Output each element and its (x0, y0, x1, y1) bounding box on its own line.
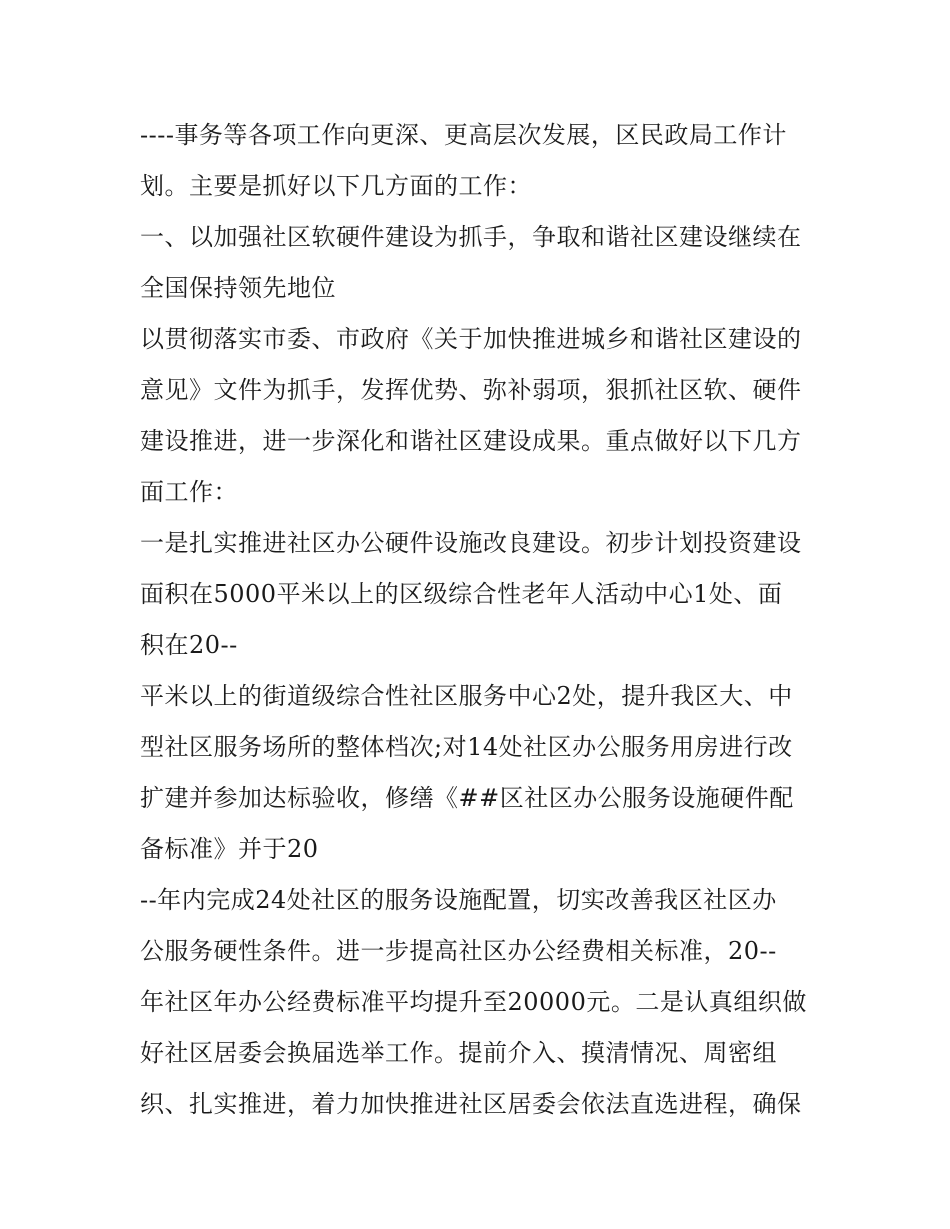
document-body (140, 110, 830, 1130)
text-line-8: 面工作： (140, 478, 238, 506)
text-line-1: ----事务等各项工作向更深、更高层次发展，区民政局工作计 (140, 121, 787, 149)
text-line-12: 平米以上的街道级综合性社区服务中心2处，提升我区大、中 (140, 682, 793, 710)
text-line-16: --年内完成24处社区的服务设施配置，切实改善我区社区办 (140, 886, 777, 914)
text-line-2: 划。主要是抓好以下几方面的工作： (140, 172, 532, 200)
text-line-3: 一、以加强社区软硬件建设为抓手，争取和谐社区建设继续在 (140, 223, 802, 251)
text-line-5: 以贯彻落实市委、市政府《关于加快推进城乡和谐社区建设的 (140, 325, 802, 353)
text-line-9: 一是扎实推进社区办公硬件设施改良建设。初步计划投资建设 (140, 529, 802, 557)
text-line-19: 好社区居委会换届选举工作。提前介入、摸清情况、周密组 (140, 1039, 777, 1067)
text-line-14: 扩建并参加达标验收，修缮《##区社区办公服务设施硬件配 (140, 784, 794, 812)
text-line-6: 意见》文件为抓手，发挥优势、弥补弱项，狠抓社区软、硬件 (140, 376, 802, 404)
text-line-4: 全国保持领先地位 (140, 274, 336, 302)
text-line-15: 备标准》并于20 (140, 835, 319, 863)
text-line-10: 面积在5000平米以上的区级综合性老年人活动中心1处、面 (140, 580, 783, 608)
text-line-20: 织、扎实推进，着力加快推进社区居委会依法直选进程，确保 (140, 1090, 802, 1118)
text-line-17: 公服务硬性条件。进一步提高社区办公经费相关标准，20-- (140, 937, 777, 965)
text-line-7: 建设推进，进一步深化和谐社区建设成果。重点做好以下几方 (140, 427, 802, 455)
text-line-13: 型社区服务场所的整体档次;对14处社区办公服务用房进行改 (140, 733, 793, 761)
text-line-11: 积在20-- (140, 631, 238, 659)
text-line-18: 年社区年办公经费标准平均提升至20000元。二是认真组织做 (140, 988, 807, 1016)
